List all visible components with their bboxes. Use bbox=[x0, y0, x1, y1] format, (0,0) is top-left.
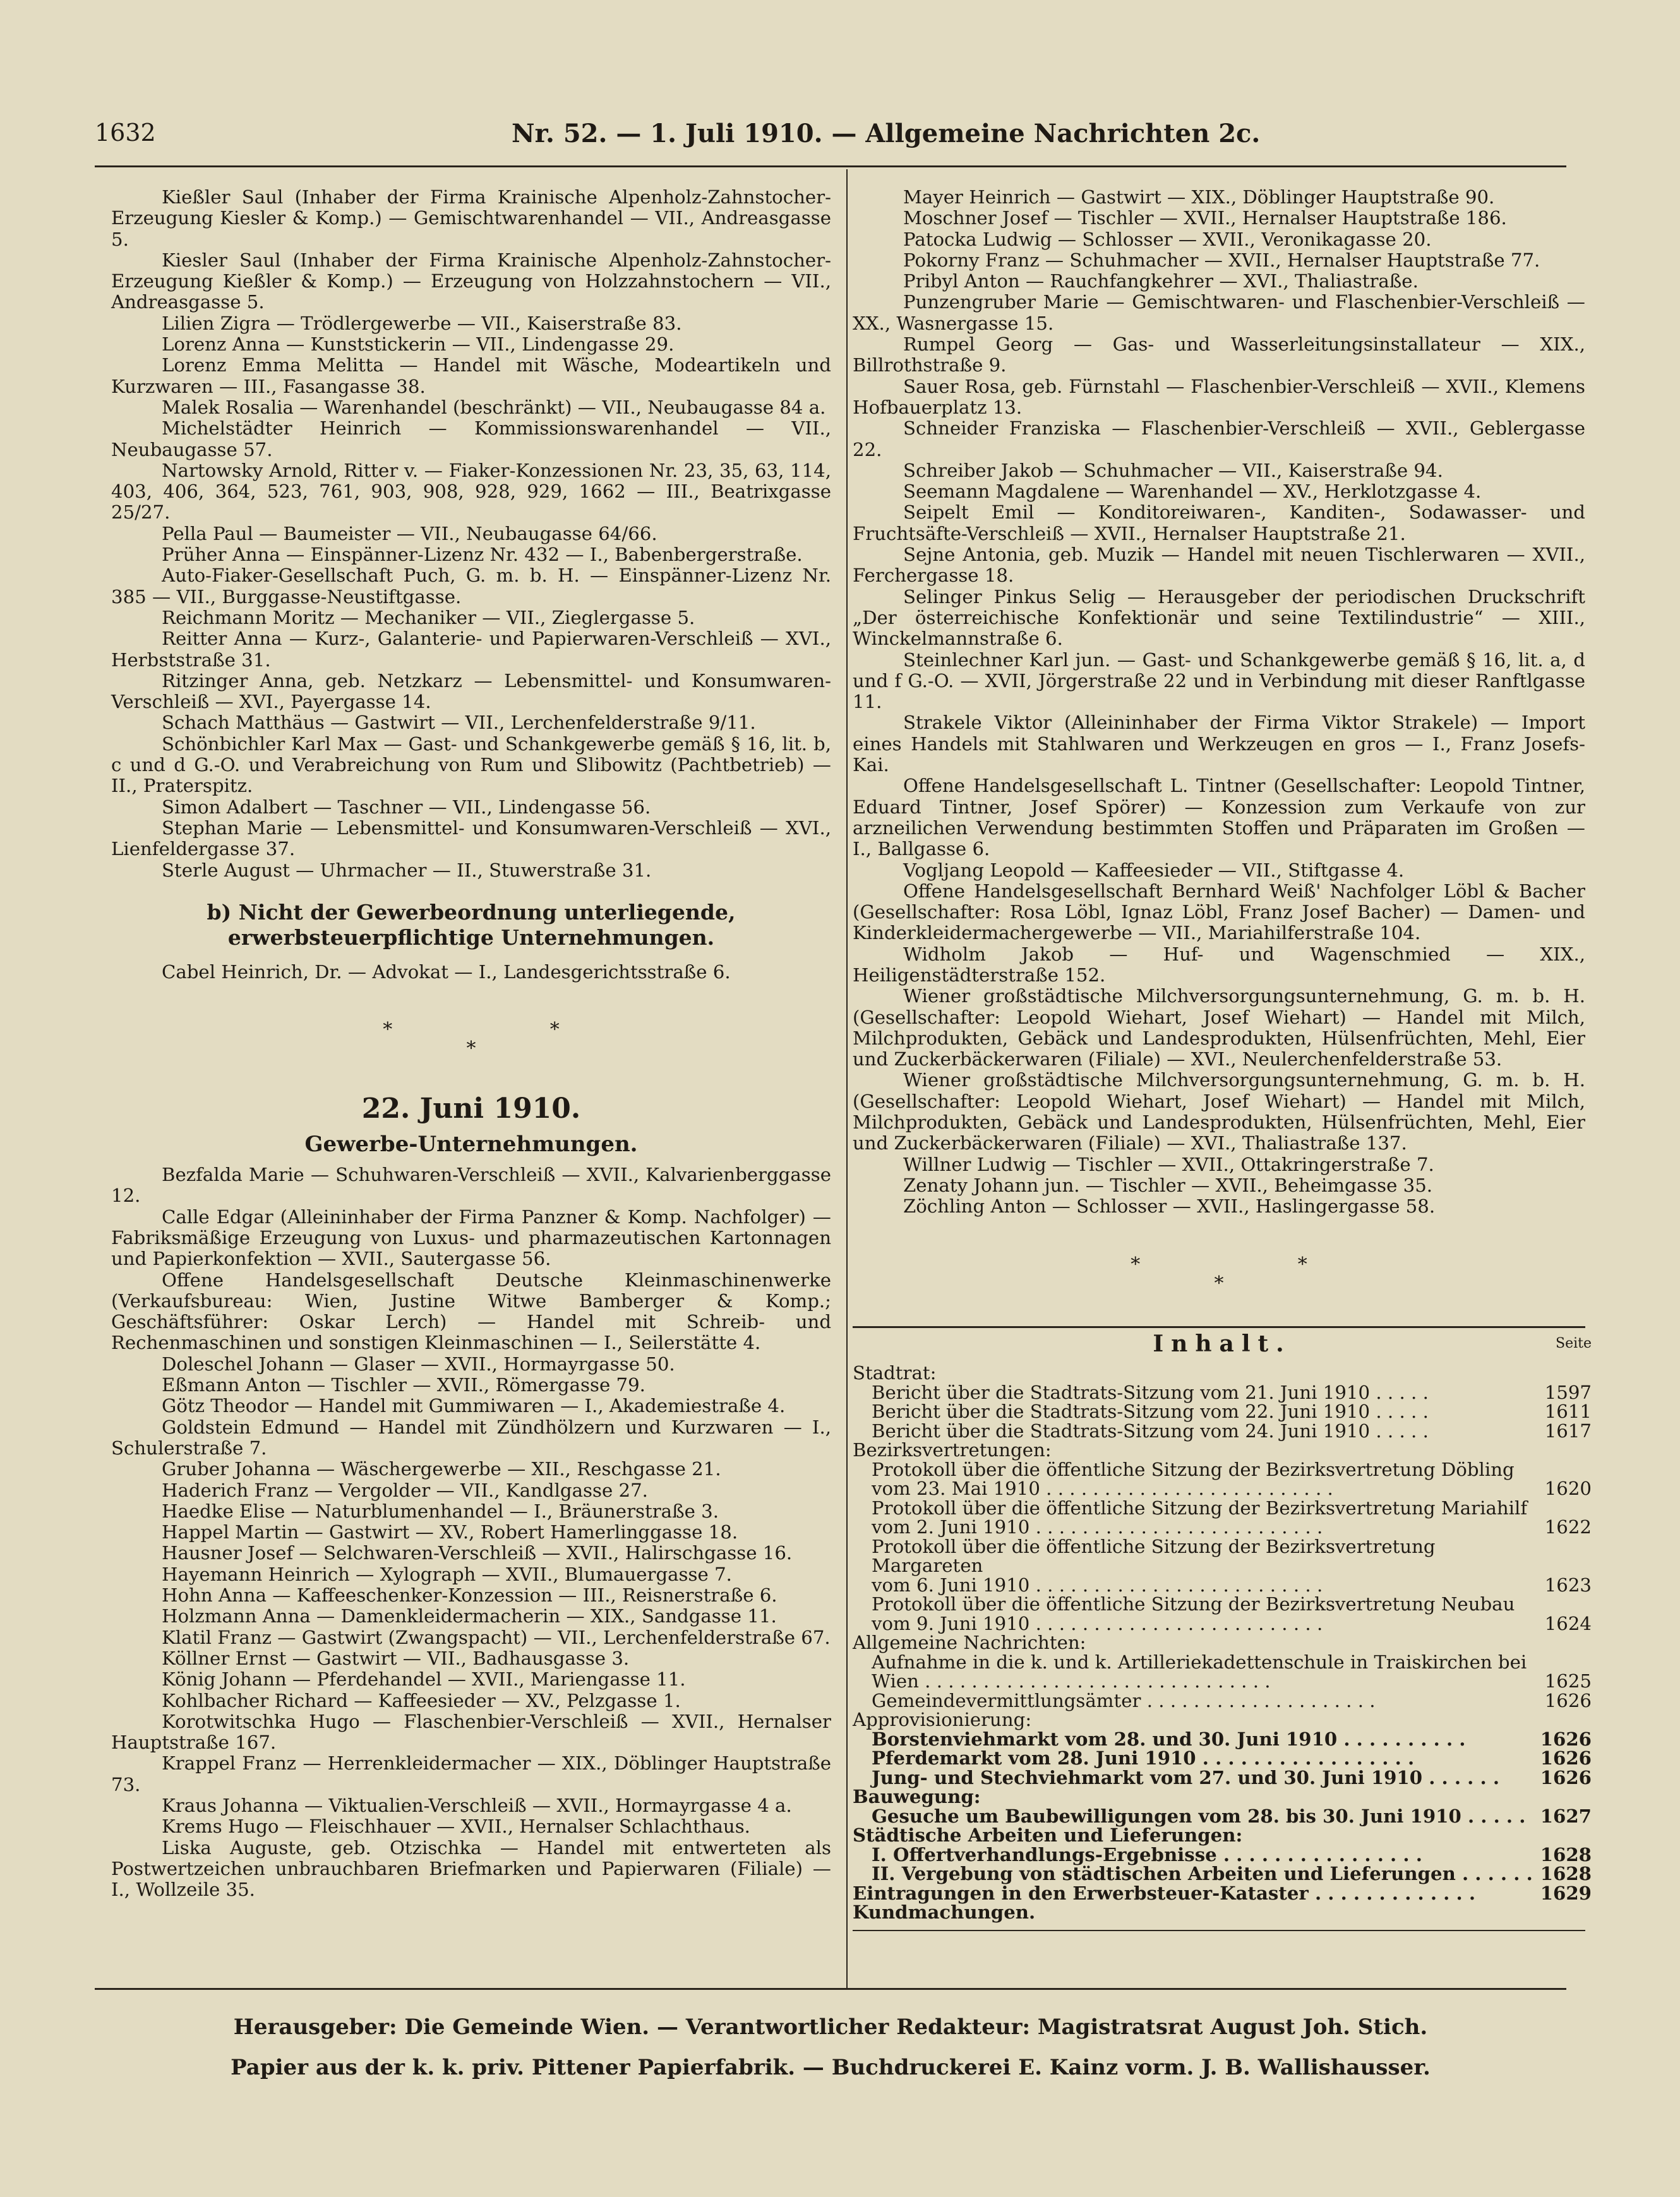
toc-item-page: 1597 bbox=[1544, 1381, 1592, 1403]
list-item: Lilien Zigra — Trödlergewerbe — VII., Kaiserstraße 83. bbox=[162, 312, 682, 334]
toc-item-page: 1624 bbox=[1544, 1612, 1592, 1634]
list-item: Kohlbacher Richard — Kaffeesieder — XV., Pelzgasse 1. bbox=[162, 1689, 681, 1711]
list-item: Pokorny Franz — Schuhmacher — XVII., Hernalser Hauptstraße 77. bbox=[903, 249, 1540, 271]
list-item: Haedke Elise — Naturblumenhandel — I., Bräunerstraße 3. bbox=[162, 1500, 719, 1522]
toc-item-label: Borstenviehmarkt vom 28. und 30. Juni 1910 . . . . . . . . . . bbox=[872, 1728, 1466, 1750]
list-item: Rumpel Georg — Gas- und Wasserleitungsinstallateur — XIX., Billrothstraße 9. bbox=[853, 333, 1585, 376]
spacer bbox=[853, 1218, 1585, 1236]
spacer bbox=[111, 1002, 831, 1021]
date-heading: 22. Juni 1910. bbox=[361, 1093, 581, 1125]
toc-item-label: Aufnahme in die k. und k. Artilleriekadettenschule in Traiskirchen bei bbox=[872, 1651, 1527, 1673]
list-item: Seemann Magdalene — Warenhandel — XV., Herklotzgasse 4. bbox=[903, 481, 1482, 503]
list-item: Götz Theodor — Handel mit Gummiwaren — I., Akademiestraße 4. bbox=[162, 1395, 786, 1417]
list-item: Strakele Viktor (Alleininhaber der Firma Viktor Strakele) — Import eines Handels mit Stahlwaren und Werkzeugen en gros — I., Franz Josefs-Kai. bbox=[853, 712, 1585, 776]
list-item: Eßmann Anton — Tischler — XVII., Römergasse 79. bbox=[162, 1374, 645, 1396]
list-item: Punzengruber Marie — Gemischtwaren- und Flaschenbier-Verschleiß — XX., Wasnergasse 15. bbox=[853, 291, 1585, 334]
toc-item bbox=[853, 1730, 1592, 1749]
list-item: König Johann — Pferdehandel — XVII., Mariengasse 11. bbox=[162, 1668, 686, 1691]
toc-item-label: I. Offertverhandlungs-Ergebnisse . . . . . . . . . . . . . . . . bbox=[872, 1843, 1422, 1865]
toc-header bbox=[853, 1331, 1592, 1363]
toc-item-label: Protokoll über die öffentliche Sitzung der Bezirksvertretung Neubau bbox=[872, 1593, 1515, 1615]
toc-item-page: 1626 bbox=[1540, 1766, 1592, 1788]
toc-item-label: Bericht über die Stadtrats-Sitzung vom 22. Juni 1910 . . . . . bbox=[872, 1401, 1429, 1422]
list-item: Doleschel Johann — Glaser — XVII., Hormayrgasse 50. bbox=[162, 1353, 675, 1375]
toc-item-label-continued: Wien . . . . . . . . . . . . . . . . . . . . . . . . . . . . . . bbox=[872, 1670, 1271, 1692]
list-item: Sterle August — Uhrmacher — II., Stuwerstraße 31. bbox=[162, 859, 652, 881]
toc-item-page: 1625 bbox=[1544, 1670, 1592, 1692]
toc-title: Inhalt. bbox=[1153, 1331, 1292, 1357]
section-separator: * bbox=[466, 1038, 476, 1060]
toc-item bbox=[853, 1691, 1592, 1711]
toc-item bbox=[853, 1402, 1592, 1422]
list-item: Stephan Marie — Lebensmittel- und Konsumwaren-Verschleiß — XVI., Lienfeldergasse 37. bbox=[111, 817, 831, 860]
toc-item-label: Eintragungen in den Erwerbsteuer-Kataster . . . . . . . . . . . . . bbox=[853, 1882, 1475, 1904]
toc-category: Städtische Arbeiten und Lieferungen: bbox=[853, 1824, 1243, 1846]
toc-item-page: 1626 bbox=[1544, 1689, 1592, 1711]
list-item: Kraus Johanna — Viktualien-Verschleiß — XVII., Hormayrgasse 4 a. bbox=[162, 1795, 792, 1816]
toc-item-page: 1629 bbox=[1540, 1882, 1592, 1904]
list-item: Reitter Anna — Kurz-, Galanterie- und Papierwaren-Verschleiß — XVI., Herbststraße 31. bbox=[111, 628, 831, 671]
toc-item-label-continued: vom 9. Juni 1910 . . . . . . . . . . . . . . . . . . . . . . . . . bbox=[872, 1612, 1323, 1634]
list-item: Hohn Anna — Kaffeeschenker-Konzession — III., Reisnerstraße 6. bbox=[162, 1584, 777, 1607]
header-rule bbox=[95, 165, 1566, 167]
page-header bbox=[95, 119, 1566, 163]
list-item: Seipelt Emil — Konditoreiwaren-, Kanditen-, Sodawasser- und Fruchtsäfte-Verschleiß — XVII., Hernalser Hauptstraße 21. bbox=[853, 501, 1585, 544]
issue-title: Nr. 52. — 1. Juli 1910. — Allgemeine Nachrichten 2c. bbox=[512, 119, 1261, 148]
list-item: Pella Paul — Baumeister — VII., Neubaugasse 64/66. bbox=[162, 522, 657, 544]
section-separator: * * bbox=[383, 1019, 635, 1041]
list-item: Klatil Franz — Gastwirt (Zwangspacht) — VII., Lerchenfelderstraße 67. bbox=[162, 1626, 831, 1648]
toc-item-label-continued: vom 2. Juni 1910 . . . . . . . . . . . . . . . . . . . . . . . . . bbox=[872, 1516, 1323, 1538]
list-item: Prüher Anna — Einspänner-Lizenz Nr. 432 — I., Babenbergerstraße. bbox=[162, 544, 803, 566]
list-item: Bezfalda Marie — Schuhwaren-Verschleiß — XVII., Kalvarienberggasse 12. bbox=[111, 1164, 831, 1207]
toc-item-label-continued: vom 23. Mai 1910 . . . . . . . . . . . . . . . . . . . . . . . . . bbox=[872, 1478, 1333, 1499]
list-item: Malek Rosalia — Warenhandel (beschränkt) — VII., Neubaugasse 84 a. bbox=[162, 396, 826, 418]
list-item: Wiener großstädtische Milchversorgungsunternehmung, G. m. b. H. (Gesellschafter: Leopold Wiehart, Josef Wiehart) — Handel mit Milch, Milchprodukten, Gebäck und Landesprodukten, Hülsenfrüchten, Mehl, Eier und Zuckerbäckerwaren (Filiale) — XVI., Neulerchenfelderstraße 53. bbox=[853, 985, 1585, 1070]
list-item: Widholm Jakob — Huf- und Wagenschmied — XIX., Heiligenstädterstraße 152. bbox=[853, 943, 1585, 986]
imprint-printer: Papier aus der k. k. priv. Pittener Papierfabrik. — Buchdruckerei E. Kainz vorm. J. B. Wallishausser. bbox=[231, 2055, 1431, 2080]
toc-category: Bauwegung: bbox=[853, 1786, 981, 1807]
list-item: Offene Handelsgesellschaft Deutsche Kleinmaschinenwerke (Verkaufsbureau: Wien, Justine Witwe Bamberger & Komp.; Geschäftsführer: Oskar Lerch) — Handel mit Schreib- und Rechenmaschinen und sonstigen Kleinmaschinen — I., Seilerstätte 4. bbox=[111, 1269, 831, 1354]
list-item: Goldstein Edmund — Handel mit Zündhölzern und Kurzwaren — I., Schulerstraße 7. bbox=[111, 1416, 831, 1459]
toc-item-label: Gesuche um Baubewilligungen vom 28. bis 30. Juni 1910 . . . . . bbox=[872, 1805, 1526, 1827]
list-item: Auto-Fiaker-Gesellschaft Puch, G. m. b. H. — Einspänner-Lizenz Nr. 385 — VII., Burggasse-Neustiftgasse. bbox=[111, 565, 831, 608]
list-item: Ritzinger Anna, geb. Netzkarz — Lebensmittel- und Konsumwaren-Verschleiß — XVI., Payergasse 14. bbox=[111, 669, 831, 713]
toc-bottom-rule bbox=[853, 1930, 1585, 1931]
list-item: Sauer Rosa, geb. Fürnstahl — Flaschenbier-Verschleiß — XVII., Klemens Hofbauerplatz 13. bbox=[853, 375, 1585, 418]
toc-item bbox=[853, 1749, 1592, 1768]
list-item: Steinlechner Karl jun. — Gast- und Schankgewerbe gemäß § 16, lit. a, d und f G.-O. — XVII, Jörgerstraße 22 und in Verbindung mit dieser Ranftlgasse 11. bbox=[853, 649, 1585, 713]
section-b-heading: b) Nicht der Gewerbeordnung unterliegende, erwerbsteuerpflichtige Unternehmungen. bbox=[207, 899, 736, 950]
list-item: Krems Hugo — Fleischhauer — XVII., Hernalser Schlachthaus. bbox=[162, 1816, 750, 1838]
list-item: Zöchling Anton — Schlosser — XVII., Haslingergasse 58. bbox=[903, 1195, 1436, 1218]
toc-item-label: Protokoll über die öffentliche Sitzung der Bezirksvertretung Döbling bbox=[872, 1458, 1515, 1480]
toc-top-rule bbox=[853, 1326, 1585, 1328]
toc-category: Allgemeine Nachrichten: bbox=[853, 1632, 1086, 1653]
toc-item-page: 1623 bbox=[1544, 1574, 1592, 1596]
section-separator: * * bbox=[1131, 1253, 1383, 1276]
list-item: Lorenz Emma Melitta — Handel mit Wäsche, Modeartikeln und Kurzwaren — III., Fasangasse 38. bbox=[111, 354, 831, 397]
toc-item-page: 1620 bbox=[1544, 1478, 1592, 1499]
list-item: Vogljang Leopold — Kaffeesieder — VII., Stiftgasse 4. bbox=[903, 859, 1405, 881]
list-item: Happel Martin — Gastwirt — XV., Robert Hamerlinggasse 18. bbox=[162, 1521, 738, 1543]
toc-item-page: 1626 bbox=[1540, 1728, 1592, 1750]
toc-item bbox=[853, 1422, 1592, 1441]
spacer bbox=[111, 983, 831, 1002]
spacer bbox=[853, 1236, 1585, 1255]
section-separator: * bbox=[1214, 1272, 1224, 1295]
list-item: Selinger Pinkus Selig — Herausgeber der periodischen Druckschrift „Der österreichische Konfektionär und seine Textilindustrie“ — XIII., Winckelmannstraße 6. bbox=[853, 585, 1585, 650]
list-item: Gruber Johanna — Wäschergewerbe — XII., Reschgasse 21. bbox=[162, 1458, 721, 1480]
list-item: Zenaty Johann jun. — Tischler — XVII., Beheimgasse 35. bbox=[903, 1174, 1433, 1196]
list-item: Willner Ludwig — Tischler — XVII., Ottakringerstraße 7. bbox=[903, 1153, 1434, 1175]
toc-item-page: 1611 bbox=[1544, 1401, 1592, 1422]
list-item: Lorenz Anna — Kunststickerin — VII., Lindengasse 29. bbox=[162, 333, 675, 356]
toc-item bbox=[853, 1653, 1592, 1691]
toc-item bbox=[853, 1537, 1592, 1595]
toc-item-page: 1617 bbox=[1544, 1420, 1592, 1442]
table-of-contents bbox=[853, 1326, 1592, 1931]
list-item: Hayemann Heinrich — Xylograph — XVII., Blumauergasse 7. bbox=[162, 1563, 732, 1585]
list-item: Offene Handelsgesellschaft Bernhard Weiß' Nachfolger Löbl & Bacher (Gesellschafter: Rosa Löbl, Ignaz Löbl, Franz Josef Bacher) — Damen- und Kinderkleidermachergewerbe — VII., Mariahilferstraße 104. bbox=[853, 880, 1585, 944]
page-number: 1632 bbox=[95, 119, 156, 147]
toc-item-label: II. Vergebung von städtischen Arbeiten und Lieferungen . . . . . . bbox=[872, 1863, 1533, 1884]
toc-category: Stadtrat: bbox=[853, 1362, 937, 1384]
toc-item bbox=[853, 1864, 1592, 1884]
list-item: Calle Edgar (Alleininhaber der Firma Panzner & Komp. Nachfolger) — Fabriksmäßige Erzeugung von Luxus- und pharmazeutischen Kartonnagen und Papierkonfektion — XVII., Sautergasse 56. bbox=[111, 1206, 831, 1270]
toc-item-page: 1622 bbox=[1544, 1516, 1592, 1538]
toc-item bbox=[853, 1383, 1592, 1403]
toc-item-page: 1627 bbox=[1540, 1805, 1592, 1827]
list-item: Mayer Heinrich — Gastwirt — XIX., Döblinger Hauptstraße 90. bbox=[903, 186, 1495, 208]
toc-item bbox=[853, 1768, 1592, 1788]
toc-item bbox=[853, 1595, 1592, 1633]
toc-category: Kundmachungen. bbox=[853, 1901, 1036, 1923]
toc-item-label: Protokoll über die öffentliche Sitzung der Bezirksvertretung Mariahilf bbox=[872, 1497, 1528, 1519]
list-item: Patocka Ludwig — Schlosser — XVII., Veronikagasse 20. bbox=[903, 228, 1432, 250]
left-column bbox=[111, 187, 831, 1900]
section-subheading: Gewerbe-Unternehmungen. bbox=[304, 1132, 638, 1158]
toc-category: Bezirksvertretungen: bbox=[853, 1439, 1052, 1461]
list-item: Sejne Antonia, geb. Muzik — Handel mit neuen Tischlerwaren — XVII., Ferchergasse 18. bbox=[853, 544, 1585, 587]
list-item: Schreiber Jakob — Schuhmacher — VII., Kaiserstraße 94. bbox=[903, 459, 1443, 481]
list-item: Kießler Saul (Inhaber der Firma Krainische Alpenholz-Zahnstocher-Erzeugung Kiesler & Komp.) — Gemischtwarenhandel — VII., Andreasgasse 5. bbox=[111, 186, 831, 250]
list-item: Moschner Josef — Tischler — XVII., Hernalser Hauptstraße 186. bbox=[903, 207, 1507, 229]
imprint-publisher: Herausgeber: Die Gemeinde Wien. — Verantwortlicher Redakteur: Magistratsrat August Joh. Stich. bbox=[233, 2014, 1428, 2040]
column-divider bbox=[846, 169, 848, 1988]
list-item: Schneider Franziska — Flaschenbier-Verschleiß — XVII., Geblergasse 22. bbox=[853, 417, 1585, 460]
toc-item-label: Gemeindevermittlungsämter . . . . . . . . . . . . . . . . . . . . bbox=[872, 1689, 1376, 1711]
list-item: Michelstädter Heinrich — Kommissionswarenhandel — VII., Neubaugasse 57. bbox=[111, 417, 831, 460]
list-item: Haderich Franz — Vergolder — VII., Kandlgasse 27. bbox=[162, 1479, 648, 1501]
list-item: Schönbichler Karl Max — Gast- und Schankgewerbe gemäß § 16, lit. b, c und d G.-O. und Verabreichung von Rum und Slibowitz (Pachtbetrieb) — II., Praterspitz. bbox=[111, 733, 831, 797]
toc-item bbox=[853, 1499, 1592, 1537]
list-item: Reichmann Moritz — Mechaniker — VII., Zieglergasse 5. bbox=[162, 606, 695, 628]
list-item: Pribyl Anton — Rauchfangkehrer — XVI., Thaliastraße. bbox=[903, 270, 1419, 292]
toc-item-label: Jung- und Stechviehmarkt vom 27. und 30. Juni 1910 . . . . . . bbox=[872, 1766, 1499, 1788]
imprint-footer bbox=[95, 2007, 1566, 2088]
list-item: Kiesler Saul (Inhaber der Firma Krainische Alpenholz-Zahnstocher-Erzeugung Kießler & Komp.) — Erzeugung von Holzzahnstochern — VII., Andreasgasse 5. bbox=[111, 249, 831, 313]
list-item: Korotwitschka Hugo — Flaschenbier-Verschleiß — XVII., Hernalser Hauptstraße 167. bbox=[111, 1710, 831, 1754]
toc-item-label: Protokoll über die öffentliche Sitzung der Bezirksvertretung Margareten bbox=[872, 1535, 1436, 1576]
list-item: Hausner Josef — Selchwaren-Verschleiß — XVII., Halirschgasse 16. bbox=[162, 1542, 793, 1564]
list-item: Schach Matthäus — Gastwirt — VII., Lerchenfelderstraße 9/11. bbox=[162, 712, 756, 734]
spacer bbox=[111, 1058, 831, 1077]
list-item: Wiener großstädtische Milchversorgungsunternehmung, G. m. b. H. (Gesellschafter: Leopold Wiehart, Josef Wiehart) — Handel mit Milch, Milchprodukten, Gebäck und Landesprodukten, Hülsenfrüchten, Mehl, Eier und Zuckerbäckerwaren (Filiale) — XVI., Thaliastraße 137. bbox=[853, 1069, 1585, 1154]
list-item: Simon Adalbert — Taschner — VII., Lindengasse 56. bbox=[162, 796, 651, 818]
list-item: Nartowsky Arnold, Ritter v. — Fiaker-Konzessionen Nr. 23, 35, 63, 114, 403, 406, 364, 523, 761, 903, 908, 928, 929, 1662 — III., Beatrixgasse 25/27. bbox=[111, 459, 831, 524]
toc-item-label: Bericht über die Stadtrats-Sitzung vom 21. Juni 1910 . . . . . bbox=[872, 1381, 1429, 1403]
toc-item bbox=[853, 1807, 1592, 1826]
footer-rule bbox=[95, 1988, 1566, 1990]
toc-item bbox=[853, 1845, 1592, 1865]
list-item: Cabel Heinrich, Dr. — Advokat — I., Landesgerichtsstraße 6. bbox=[162, 961, 731, 983]
toc-category: Approvisionierung: bbox=[853, 1709, 1032, 1730]
list-item: Krappel Franz — Herrenkleidermacher — XIX., Döblinger Hauptstraße 73. bbox=[111, 1752, 831, 1795]
list-item: Liska Auguste, geb. Otzischka — Handel mit entwerteten als Postwertzeichen unbrauchbaren Briefmarken und Papierwaren (Filiale) — I., Wollzeile 35. bbox=[111, 1836, 831, 1901]
toc-item-page: 1628 bbox=[1540, 1843, 1592, 1865]
toc-item-page: 1626 bbox=[1540, 1747, 1592, 1769]
toc-page-label: Seite bbox=[1556, 1336, 1592, 1351]
toc-item-label: Pferdemarkt vom 28. Juni 1910 . . . . . . . . . . . . . . . . . bbox=[872, 1747, 1415, 1769]
toc-item-label: Bericht über die Stadtrats-Sitzung vom 24. Juni 1910 . . . . . bbox=[872, 1420, 1429, 1442]
toc-item-page: 1628 bbox=[1540, 1863, 1592, 1884]
right-column bbox=[853, 187, 1585, 1293]
toc-item-label-continued: vom 6. Juni 1910 . . . . . . . . . . . . . . . . . . . . . . . . . bbox=[872, 1574, 1323, 1596]
list-item: Offene Handelsgesellschaft L. Tintner (Gesellschafter: Leopold Tintner, Eduard Tintner, Josef Spörer) — Konzession zum Verkaufe von zur arzneilichen Verwendung bestimmten Stoffen und Präparaten im Großen — I., Ballgasse 6. bbox=[853, 775, 1585, 860]
toc-item bbox=[853, 1884, 1592, 1903]
list-item: Köllner Ernst — Gastwirt — VII., Badhausgasse 3. bbox=[162, 1647, 630, 1669]
list-item: Holzmann Anna — Damenkleidermacherin — XIX., Sandgasse 11. bbox=[162, 1605, 777, 1627]
toc-item bbox=[853, 1460, 1592, 1499]
